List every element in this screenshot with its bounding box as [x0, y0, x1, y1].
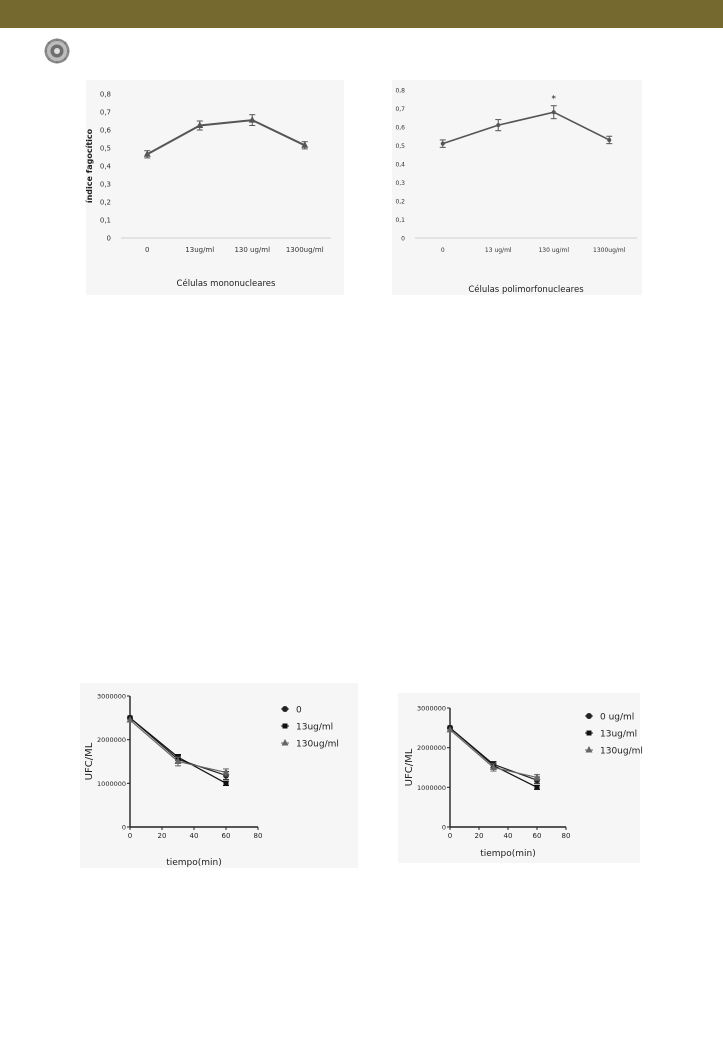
chart-mononuclear	[86, 80, 344, 295]
x-tick-label: 80	[253, 832, 263, 840]
y-axis-title: UFC/ML	[404, 748, 415, 787]
data-point	[441, 142, 445, 146]
y-tick-label: 2000000	[417, 744, 446, 753]
data-point	[496, 123, 500, 127]
y-tick-label: 0,8	[99, 90, 111, 99]
legend-label: 13ug/ml	[600, 729, 638, 740]
y-tick-label: 0,2	[395, 198, 405, 206]
legend-marker	[587, 731, 592, 736]
x-tick-label: 40	[189, 832, 199, 840]
x-axis-title: Células polimorfonucleares	[468, 285, 584, 295]
x-tick-label: 80	[561, 832, 571, 840]
legend-label: 130ug/ml	[600, 746, 643, 757]
legend-label: 13ug/ml	[296, 722, 334, 733]
y-tick-label: 0,5	[395, 143, 405, 150]
y-tick-label: 0,3	[395, 180, 405, 187]
y-tick-label: 0,6	[395, 124, 405, 132]
y-tick-label: 0,1	[99, 216, 111, 225]
top-header-bar	[0, 0, 723, 28]
chart-mononuclear-panel	[86, 80, 344, 295]
chart-polymorphonuclear	[392, 80, 642, 295]
chart-ufc-left	[80, 683, 358, 868]
y-tick-label: 0	[441, 823, 446, 832]
y-tick-label: 0,7	[395, 106, 405, 113]
x-tick-label: 20	[474, 832, 484, 840]
series-line	[450, 728, 537, 780]
chart-ufc-right-panel	[398, 693, 643, 863]
x-tick-label: 20	[157, 832, 167, 840]
data-series-line	[147, 120, 305, 154]
data-point	[607, 138, 611, 142]
y-tick-label: 0,1	[395, 217, 405, 224]
data-point	[552, 110, 556, 114]
y-tick-label: 0,3	[99, 180, 111, 189]
chart-ufc-left-panel	[80, 683, 358, 868]
x-tick-label: 0	[145, 246, 150, 254]
x-tick-label: 40	[503, 832, 513, 840]
y-tick-label: 0,7	[99, 108, 111, 117]
x-tick-label: 60	[532, 832, 542, 840]
y-axis-title: índice fagocítico	[85, 128, 94, 204]
legend-label: 0	[296, 705, 302, 716]
x-axis-title: tiempo(min)	[166, 858, 222, 868]
legend-marker	[282, 739, 289, 746]
data-series-line	[443, 112, 610, 143]
data-point	[535, 785, 540, 790]
y-tick-label: 3000000	[417, 704, 446, 713]
chart-polymorphonuclear-panel	[392, 80, 642, 295]
legend-label: 0 ug/ml	[600, 712, 635, 723]
y-tick-label: 0	[106, 234, 111, 243]
data-point	[224, 781, 229, 786]
legend-marker	[283, 724, 288, 729]
x-tick-label: 130 ug/ml	[538, 247, 570, 254]
x-tick-label: 0	[127, 832, 133, 840]
x-tick-label: 1300ug/ml	[593, 247, 626, 254]
x-tick-label: 60	[221, 832, 231, 840]
journal-seal-icon	[44, 38, 70, 64]
y-tick-label: 0	[401, 235, 405, 243]
y-tick-label: 0,5	[99, 144, 111, 153]
y-tick-label: 1000000	[97, 779, 126, 788]
y-tick-label: 0,4	[99, 162, 111, 171]
legend-marker	[586, 713, 592, 719]
legend-marker	[586, 746, 593, 753]
chart-ufc-right	[398, 693, 643, 863]
y-tick-label: 1000000	[417, 783, 446, 792]
x-tick-label: 130 ug/ml	[234, 246, 271, 254]
x-tick-label: 13ug/ml	[185, 246, 215, 254]
x-tick-label: 1300ug/ml	[285, 246, 324, 254]
x-tick-label: 0	[440, 247, 445, 254]
series-line	[450, 728, 537, 788]
series-line	[130, 718, 226, 776]
legend-label: 130ug/ml	[296, 739, 339, 750]
x-tick-label: 13 ug/ml	[484, 247, 512, 254]
y-axis-title: UFC/ML	[84, 742, 95, 781]
y-tick-label: 0,6	[99, 126, 111, 135]
x-axis-title: Células mononucleares	[176, 279, 276, 289]
x-tick-label: 0	[447, 832, 453, 840]
y-tick-label: 2000000	[97, 736, 126, 745]
legend-marker	[282, 706, 288, 712]
significance-asterisk: *	[551, 94, 556, 105]
series-line	[130, 718, 226, 784]
y-tick-label: 0,8	[395, 87, 405, 95]
y-tick-label: 0,4	[395, 161, 405, 169]
y-tick-label: 0	[121, 823, 126, 832]
y-tick-label: 3000000	[97, 692, 126, 701]
y-tick-label: 0,2	[99, 198, 111, 207]
x-axis-title: tiempo(min)	[480, 849, 536, 859]
